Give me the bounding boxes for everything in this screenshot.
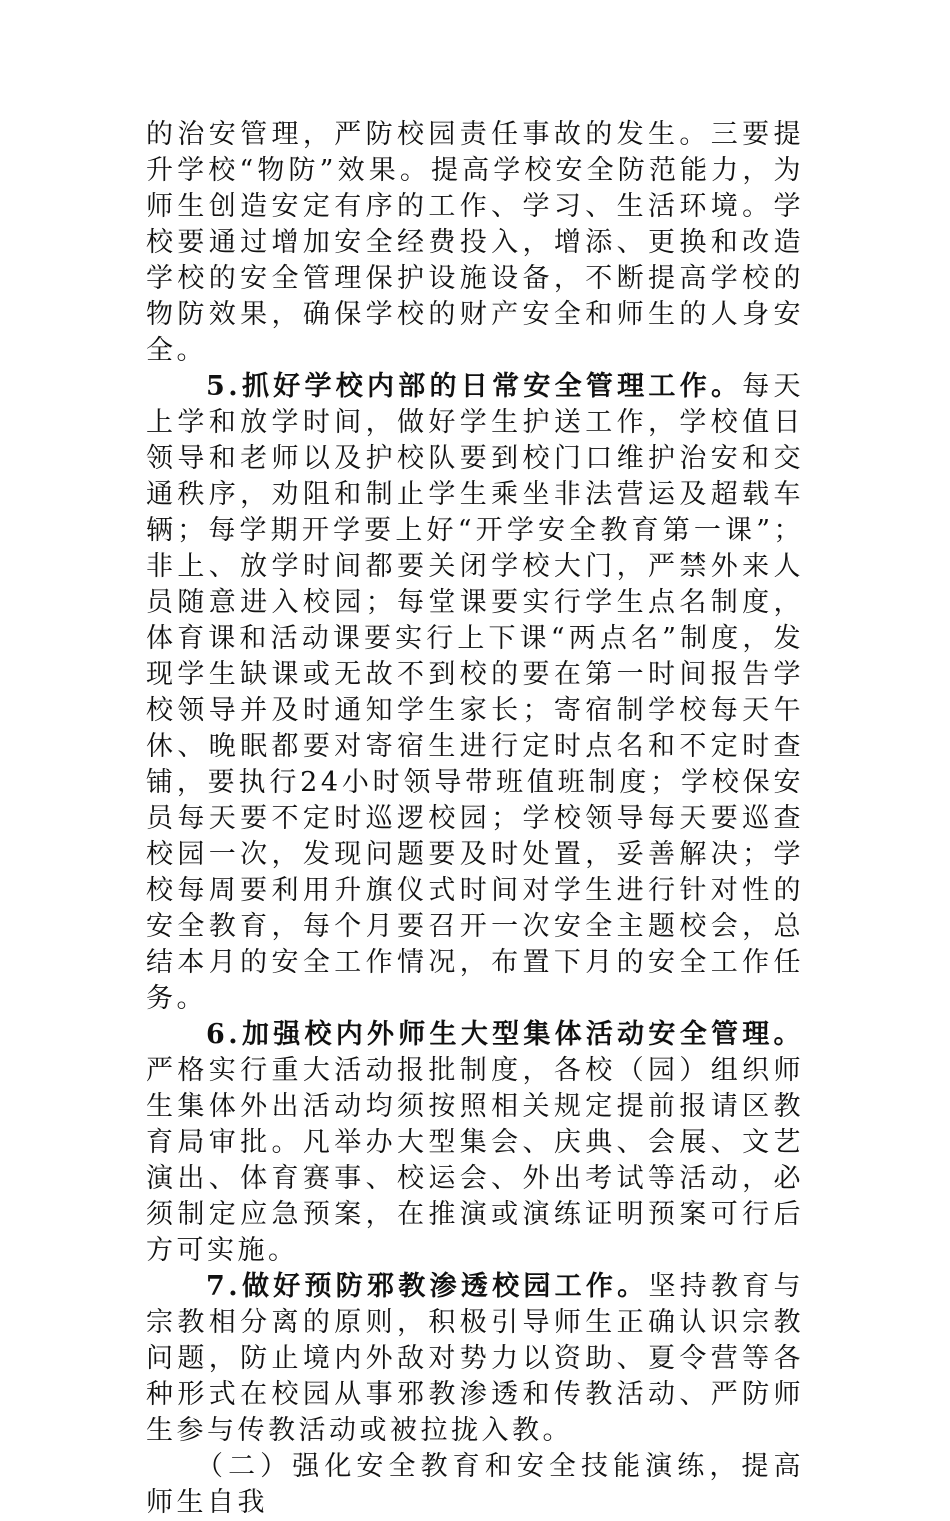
paragraph-cult-prevention (146, 1269, 804, 1449)
section-body-7: 坚持教育与宗教相分离的原则，积极引导师生正确认识宗教问题，防止境内外敌对势力以资助、夏令营等各种形式在校园从事邪教渗透和传教活动、严防师生参与传教活动或被拉拢入教。 (146, 1271, 805, 1446)
paragraph-group-activities (146, 1017, 804, 1269)
section-heading-7: 7.做好预防邪教渗透校园工作。 (206, 1271, 649, 1302)
section-body-5: 每天上学和放学时间，做好学生护送工作，学校值日领导和老师以及护校队要到校门口维护治安和交通秩序，劝阻和制止学生乘坐非法营运及超载车辆；每学期开学要上好“开学安全教育第一课”；非上、放学时间都要关闭学校大门，严禁外来人员随意进入校园；每堂课要实行学生点名制度，体育课和活动课要实行上下课“两点名”制度，发现学生缺课或无故不到校的要在第一时间报告学校领导并及时通知学生家长；寄宿制学校每天午休、晚眠都要对寄宿生进行定时点名和不定时查铺，要执行24小时领导带班值班制度；学校保安员每天要不定时巡逻校园；学校领导每天要巡查校园一次，发现问题要及时处置，妥善解决；学校每周要利用升旗仪式时间对学生进行针对性的安全教育，每个月要召开一次安全主题校会，总结本月的安全工作情况，布置下月的安全工作任务。 (146, 371, 805, 1014)
paragraph-physical-defense: 的治安管理，严防校园责任事故的发生。三要提升学校“物防”效果。提高学校安全防范能力，为师生创造安定有序的工作、学习、生活环境。学校要通过增加安全经费投入，增添、更换和改造学校的安全管理保护设施设备，不断提高学校的物防效果，确保学校的财产安全和师生的人身安全。 (146, 119, 804, 366)
section-heading-5: 5.抓好学校内部的日常安全管理工作。 (206, 371, 743, 402)
paragraph-daily-safety (146, 369, 804, 1017)
section-body-6: 严格实行重大活动报批制度，各校（园）组织师生集体外出活动均须按照相关规定提前报请区教育局审批。凡举办大型集会、庆典、会展、文艺演出、体育赛事、校运会、外出考试等活动，必须制定应急预案，在推演或演练证明预案可行后方可实施。 (146, 1055, 804, 1266)
section-heading-6: 6.加强校内外师生大型集体活动安全管理。 (206, 1019, 804, 1050)
subsection-heading-2: （二）强化安全教育和安全技能演练，提高师生自我 (146, 1451, 804, 1518)
